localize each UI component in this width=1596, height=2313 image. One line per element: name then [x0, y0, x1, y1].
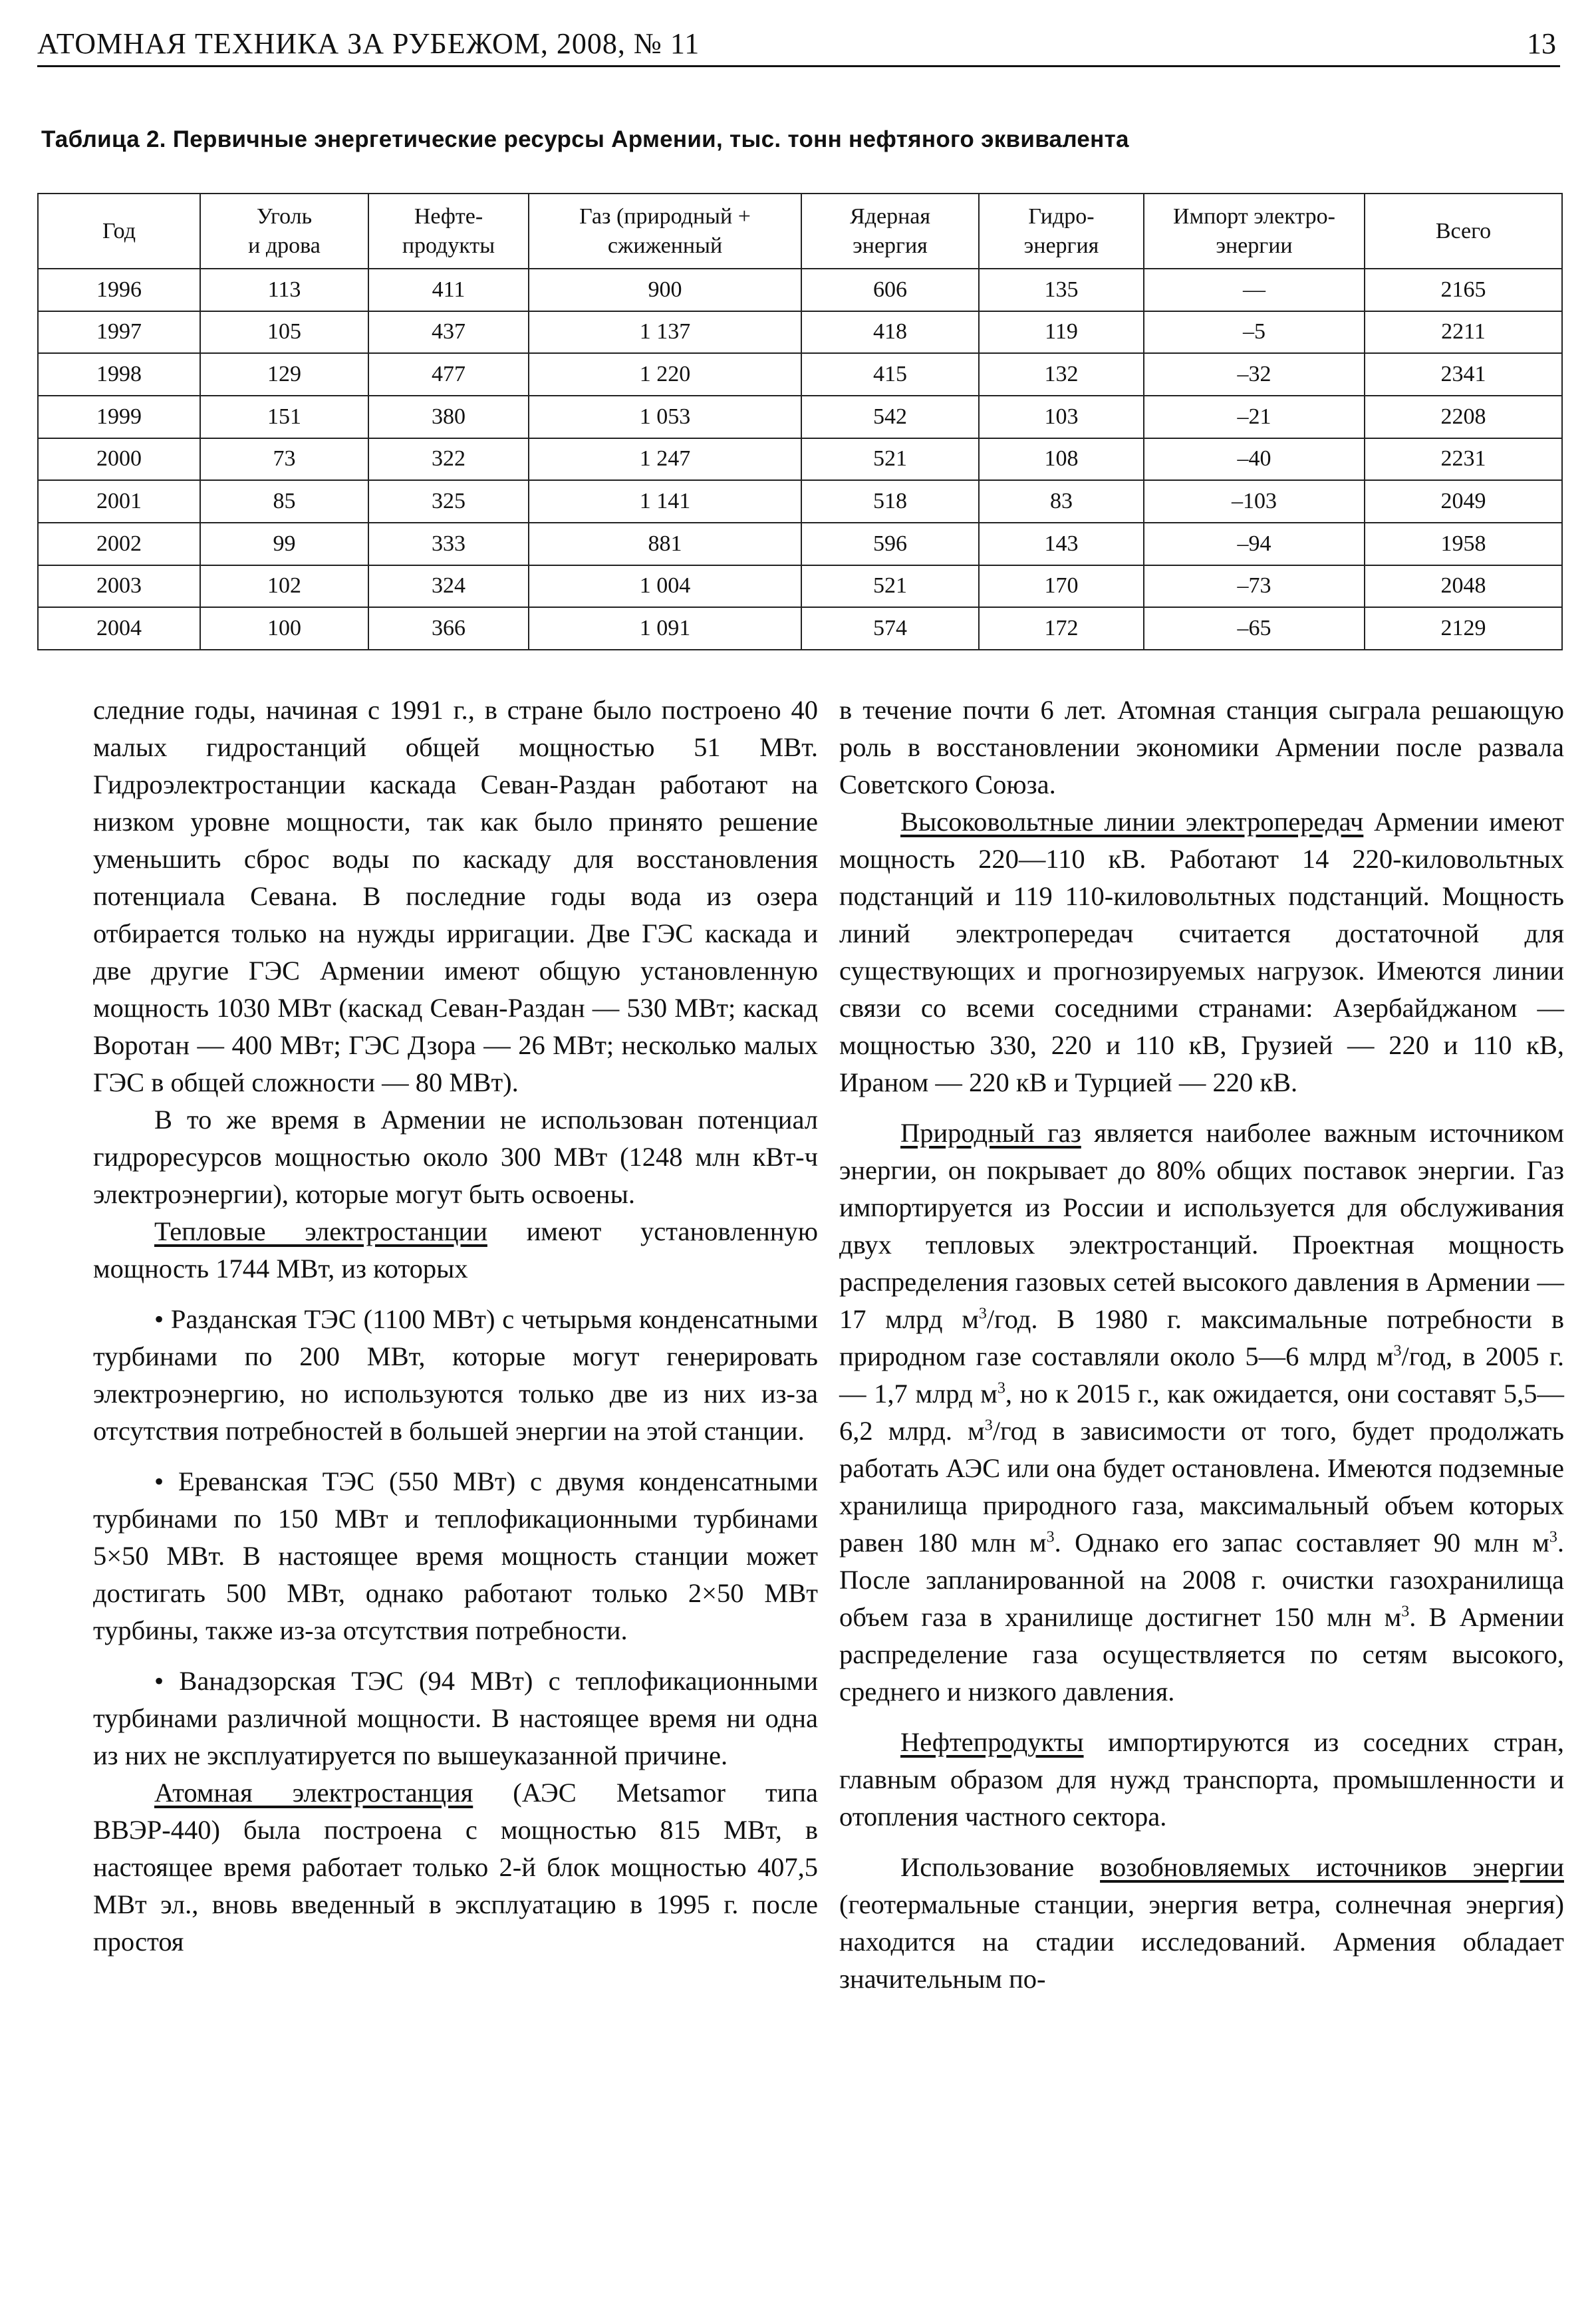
table-cell: 170: [979, 565, 1144, 608]
table-cell: 105: [200, 311, 368, 354]
table-cell: 2003: [38, 565, 200, 608]
paragraph-hydro-potential: В то же время в Армении не использован потенциал гидроресурсов мощностью около 300 МВт (1248 млн кВт-ч электроэнергии), которые могут быть освоены.: [93, 1105, 818, 1209]
table-cell: 99: [200, 523, 368, 565]
right-text-column: [839, 692, 1564, 1998]
header-cell-total: Всего: [1365, 194, 1562, 269]
table-cell: 542: [801, 396, 979, 438]
table-cell: 1 004: [529, 565, 801, 608]
term-renewables: возобновляемых источников энергии: [1100, 1852, 1564, 1882]
table-cell: 2048: [1365, 565, 1562, 608]
table-cell: 333: [368, 523, 529, 565]
table-cell: –40: [1144, 438, 1365, 481]
table-cell: 172: [979, 607, 1144, 650]
table-cell: 113: [200, 269, 368, 311]
table-cell: 2341: [1365, 353, 1562, 396]
table-cell: 2004: [38, 607, 200, 650]
table-cell: 1 141: [529, 480, 801, 523]
table-cell: 2165: [1365, 269, 1562, 311]
table-row: [38, 480, 1562, 523]
table-cell: 1 137: [529, 311, 801, 354]
table-cell: 518: [801, 480, 979, 523]
table-cell: 1996: [38, 269, 200, 311]
table-cell: 325: [368, 480, 529, 523]
table-cell: 437: [368, 311, 529, 354]
table-cell: 2129: [1365, 607, 1562, 650]
table-cell: 1 247: [529, 438, 801, 481]
table-cell: 85: [200, 480, 368, 523]
bullet-vanadzor: • Ванадзорская ТЭС (94 МВт) с теплофикационными турбинами различной мощности. В настоящее время ни одна из них не эксплуатируется по вышеуказанной причине.: [93, 1666, 818, 1770]
term-thermal-plants: Тепловые электростанции: [154, 1216, 487, 1246]
table-row: [38, 523, 1562, 565]
table-cell: 143: [979, 523, 1144, 565]
page-number: 13: [1527, 27, 1556, 60]
bullet-razdan: • Разданская ТЭС (1100 МВт) с четырьмя конденсатными турбинами по 200 МВт, которые могут генерировать электроэнергию, но используются только две из них из-за отсутствия потребностей в большей энергии на этой станции.: [93, 1304, 818, 1446]
table-cell: 132: [979, 353, 1144, 396]
table-cell: 1 091: [529, 607, 801, 650]
table-body: [38, 269, 1562, 650]
table-cell: 881: [529, 523, 801, 565]
table-cell: –21: [1144, 396, 1365, 438]
paragraph-oil-products: Нефтепродукты импортируются из соседних стран, главным образом для нужд транспорта, промышленности и отопления частного сектора.: [839, 1727, 1564, 1832]
table-cell: 2211: [1365, 311, 1562, 354]
table-cell: 477: [368, 353, 529, 396]
paragraph-natural-gas: Природный газ является наиболее важным источником энергии, он покрывает до 80% общих поставок энергии. Газ импортируется из России и используется для обслуживания двух тепловых электростанций. Проектная мощность распределения газовых сетей высокого давления в Армении — 17 млрд $м^3$/год. В 1980 г. максимальные потребности в природном газе составляли около 5—6 млрд $м^3$/год, в 2005 г. — 1,7 млрд $м^3$, но к 2015 г., как ожидается, они составят 5,5—6,2 млрд. $м^3$/год в зависимости от того, будет продолжать работать АЭС или она будет остановлена. Имеются подземные хранилища природного газа, максимальный объем которых равен 180 млн $м^3$. Однако его запас составляет 90 млн $м^3$. После запланированной на 2008 г. очистки газохранилища объем газа в хранилище достигнет 150 млн $м^3$. В Армении распределение газа осуществляется по сетям высокого, среднего и низкого давления.: [839, 1118, 1565, 1706]
table-cell: 73: [200, 438, 368, 481]
table-cell: –94: [1144, 523, 1365, 565]
header-cell-coal: Уголь и дрова: [200, 194, 368, 269]
table-cell: 411: [368, 269, 529, 311]
table-cell: 418: [801, 311, 979, 354]
table-row: [38, 438, 1562, 481]
table-cell: 129: [200, 353, 368, 396]
table-row: [38, 353, 1562, 396]
table-cell: 2231: [1365, 438, 1562, 481]
header-cell-gas: Газ (природный + сжиженный: [529, 194, 801, 269]
table-row: [38, 607, 1562, 650]
energy-resources-table: [37, 193, 1563, 650]
running-head: [37, 20, 1560, 67]
table-cell: 2002: [38, 523, 200, 565]
table-cell: 119: [979, 311, 1144, 354]
header-cell-electricity-import: Импорт электро- энергии: [1144, 194, 1365, 269]
table-cell: 574: [801, 607, 979, 650]
table-cell: –73: [1144, 565, 1365, 608]
table-cell: 2049: [1365, 480, 1562, 523]
bullet-yerevan: • Ереванская ТЭС (550 МВт) с двумя конденсатными турбинами по 150 МВт и теплофикационными турбинами 5×50 МВт. В настоящее время мощность станции может достигать 500 МВт, однако работают только 2×50 МВт турбины, также из-за отсутствия потребности.: [93, 1466, 818, 1645]
paragraph-thermal: Тепловые электростанции имеют установленную мощность 1744 МВт, из которых: [93, 1216, 818, 1284]
table-row: [38, 565, 1562, 608]
table-cell: 1997: [38, 311, 200, 354]
table-cell: 135: [979, 269, 1144, 311]
table-cell: 900: [529, 269, 801, 311]
table-cell: 2000: [38, 438, 200, 481]
table-cell: 415: [801, 353, 979, 396]
table-cell: 1999: [38, 396, 200, 438]
table-cell: 1958: [1365, 523, 1562, 565]
table-cell: 1998: [38, 353, 200, 396]
table-cell: –32: [1144, 353, 1365, 396]
table-cell: 83: [979, 480, 1144, 523]
header-cell-hydro: Гидро- энергия: [979, 194, 1144, 269]
term-natural-gas: Природный газ: [900, 1118, 1081, 1148]
table-cell: 102: [200, 565, 368, 608]
header-cell-oil-products: Нефте- продукты: [368, 194, 529, 269]
table-cell: 2208: [1365, 396, 1562, 438]
term-nuclear-plant: Атомная электростанция: [154, 1778, 473, 1808]
table-caption: Таблица 2. Первичные энергетические ресурсы Армении, тыс. тонн нефтяного эквивалента: [41, 126, 1129, 152]
table-cell: 324: [368, 565, 529, 608]
table-cell: –5: [1144, 311, 1365, 354]
term-oil-products: Нефтепродукты: [900, 1727, 1084, 1757]
table-row: [38, 269, 1562, 311]
table-cell: 103: [979, 396, 1144, 438]
paragraph-nuclear-cont: в течение почти 6 лет. Атомная станция сыграла решающую роль в восстановлении экономики Армении после развала Советского Союза.: [839, 695, 1564, 799]
table-row: [38, 396, 1562, 438]
journal-title: АТОМНАЯ ТЕХНИКА ЗА РУБЕЖОМ, 2008, № 11: [37, 27, 700, 60]
table-cell: 100: [200, 607, 368, 650]
table-cell: 606: [801, 269, 979, 311]
table-cell: 380: [368, 396, 529, 438]
table-header-row: [38, 194, 1562, 269]
table-cell: —: [1144, 269, 1365, 311]
header-cell-nuclear: Ядерная энергия: [801, 194, 979, 269]
left-text-column: [93, 692, 818, 1961]
table-cell: 1 053: [529, 396, 801, 438]
table-cell: 108: [979, 438, 1144, 481]
paragraph-hydro: следние годы, начиная с 1991 г., в стране было построено 40 малых гидростанций общей мощностью 51 МВт. Гидроэлектростанции каскада Севан-Раздан работают на низком уровне мощности, так как было принято решение уменьшить сброс воды по каскаду для восстановления потенциала Севана. В последние годы вода из озера отбирается только на нужды ирригации. Две ГЭС каскада и две другие ГЭС Армении имеют общую установленную мощность 1030 МВт (каскад Севан-Раздан — 530 МВт; каскад Воротан — 400 МВт; ГЭС Дзора — 26 МВт; несколько малых ГЭС в общей сложности — 80 МВт).: [93, 695, 818, 1097]
table-row: [38, 311, 1562, 354]
paragraph-nuclear: Атомная электростанция (АЭС Metsamor типа ВВЭР-440) была построена с мощностью 815 МВт, в настоящее время работает только 2-й блок мощностью 407,5 МВт эл., вновь введенный в эксплуатацию в 1995 г. после простоя: [93, 1778, 818, 1957]
paragraph-power-lines: Высоковольтные линии электропередач Армении имеют мощность 220—110 кВ. Работают 14 220-киловольтных подстанций и 119 110-киловольтных подстанций. Мощность линий электропередач считается достаточной для существующих и прогнозируемых нагрузок. Имеются линии связи со всеми соседними странами: Азербайджаном — мощностью 330, 220 и 110 кВ, Грузией — 220 и 110 кВ, Ираном — 220 кВ и Турцией — 220 кВ.: [839, 807, 1564, 1097]
table-cell: –103: [1144, 480, 1365, 523]
header-cell-year: Год: [38, 194, 200, 269]
table-cell: 151: [200, 396, 368, 438]
table-cell: 596: [801, 523, 979, 565]
paragraph-renewables: Использование возобновляемых источников энергии (геотермальные станции, энергия ветра, солнечная энергия) находится на стадии исследований. Армения обладает значительным по-: [839, 1852, 1564, 1994]
term-power-lines: Высоковольтные линии электропередач: [900, 807, 1364, 837]
table-cell: 366: [368, 607, 529, 650]
table-cell: 2001: [38, 480, 200, 523]
table-cell: 521: [801, 438, 979, 481]
table-cell: 521: [801, 565, 979, 608]
table-cell: 322: [368, 438, 529, 481]
table-cell: –65: [1144, 607, 1365, 650]
table-cell: 1 220: [529, 353, 801, 396]
